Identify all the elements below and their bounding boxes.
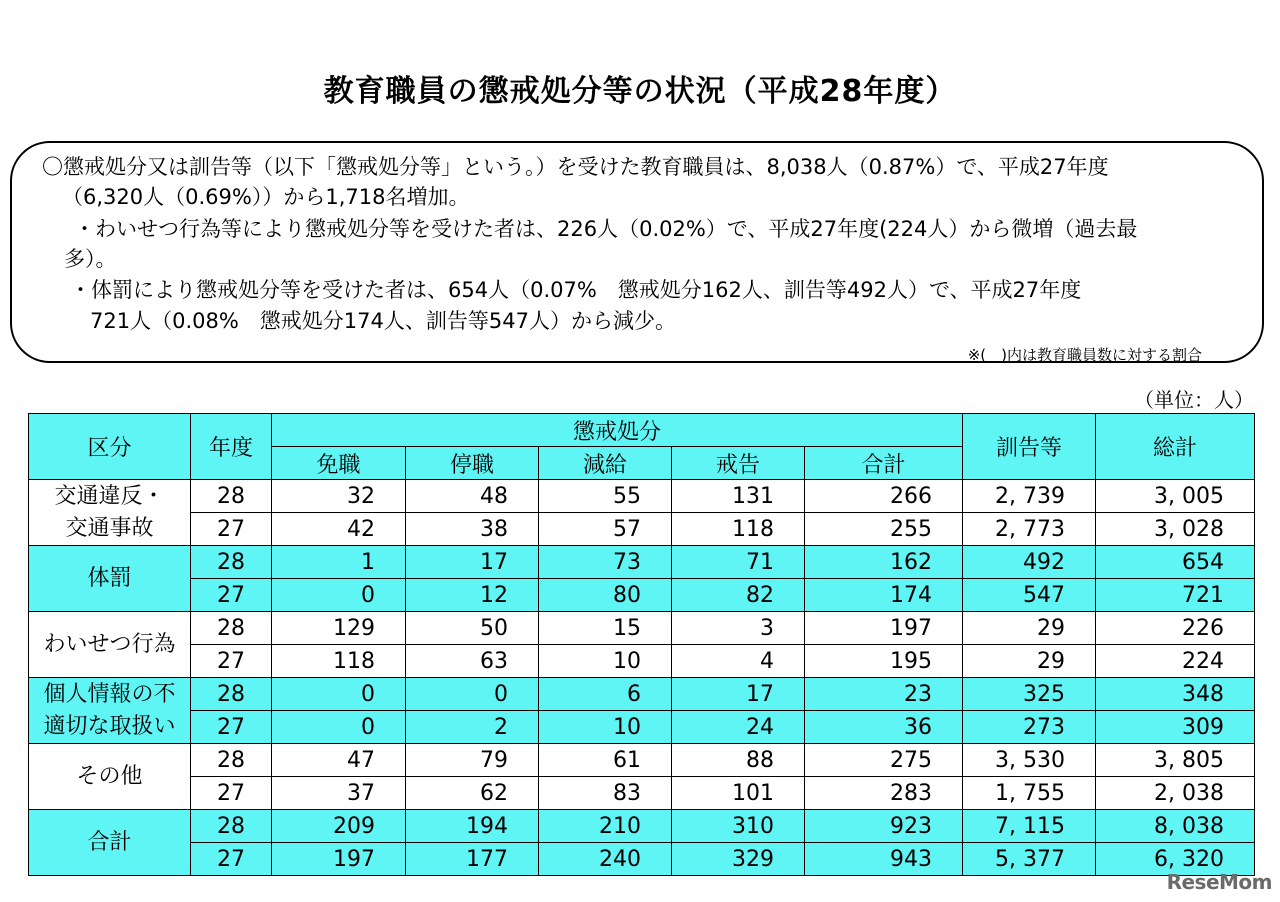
value-cell: 3, 530: [963, 744, 1096, 777]
value-cell: 55: [539, 480, 672, 513]
value-cell: 348: [1096, 678, 1255, 711]
table-row: [29, 711, 1255, 744]
year-cell: 28: [191, 546, 272, 579]
value-cell: 943: [805, 843, 963, 876]
header-year: 年度: [191, 414, 272, 480]
value-cell: 5, 377: [963, 843, 1096, 876]
value-cell: 129: [272, 612, 406, 645]
value-cell: 209: [272, 810, 406, 843]
value-cell: 47: [272, 744, 406, 777]
value-cell: 0: [272, 711, 406, 744]
header-suspension: 停職: [406, 447, 539, 480]
value-cell: 0: [272, 579, 406, 612]
value-cell: 32: [272, 480, 406, 513]
summary-line-4: 多）。: [64, 247, 117, 271]
year-cell: 27: [191, 777, 272, 810]
value-cell: 88: [672, 744, 805, 777]
summary-line-3: ・わいせつ行為等により懲戒処分等を受けた者は、226人（0.02%）で、平成27年度(224人）から微増（過去最: [74, 217, 1138, 241]
value-cell: 118: [672, 513, 805, 546]
value-cell: 83: [539, 777, 672, 810]
value-cell: 23: [805, 678, 963, 711]
value-cell: 6, 320: [1096, 843, 1255, 876]
summary-line-1: 〇懲戒処分又は訓告等（以下「懲戒処分等」という。）を受けた教育職員は、8,038人（0.87%）で、平成27年度: [42, 155, 1109, 179]
value-cell: 73: [539, 546, 672, 579]
discipline-table: [28, 413, 1255, 876]
year-cell: 27: [191, 513, 272, 546]
value-cell: 80: [539, 579, 672, 612]
row-category-label: 合計: [87, 829, 132, 855]
header-dismissal: 免職: [272, 447, 406, 480]
year-cell: 28: [191, 612, 272, 645]
table-row: [29, 513, 1255, 546]
value-cell: 177: [406, 843, 539, 876]
summary-line-5: ・体罰により懲戒処分等を受けた者は、654人（0.07% 懲戒処分162人、訓告等492人）で、平成27年度: [70, 278, 1082, 302]
value-cell: 17: [672, 678, 805, 711]
value-cell: 50: [406, 612, 539, 645]
row-category-cell: [29, 612, 191, 678]
value-cell: 57: [539, 513, 672, 546]
value-cell: 36: [805, 711, 963, 744]
value-cell: 42: [272, 513, 406, 546]
year-cell: 27: [191, 711, 272, 744]
header-reprimand: 戒告: [672, 447, 805, 480]
year-cell: 28: [191, 744, 272, 777]
value-cell: 6: [539, 678, 672, 711]
value-cell: 197: [805, 612, 963, 645]
value-cell: 2, 739: [963, 480, 1096, 513]
value-cell: 329: [672, 843, 805, 876]
row-category-label: 適切な取扱い: [43, 713, 176, 739]
row-category-cell: [29, 480, 191, 546]
row-category-label: わいせつ行為: [43, 631, 176, 657]
value-cell: 2: [406, 711, 539, 744]
value-cell: 923: [805, 810, 963, 843]
value-cell: 325: [963, 678, 1096, 711]
value-cell: 310: [672, 810, 805, 843]
year-cell: 28: [191, 480, 272, 513]
year-cell: 27: [191, 579, 272, 612]
value-cell: 29: [963, 645, 1096, 678]
value-cell: 37: [272, 777, 406, 810]
value-cell: 4: [672, 645, 805, 678]
value-cell: 3: [672, 612, 805, 645]
table-row: [29, 843, 1255, 876]
value-cell: 48: [406, 480, 539, 513]
row-category-cell: [29, 810, 191, 876]
header-pay-cut: 減給: [539, 447, 672, 480]
row-category-label: 交通違反・: [54, 483, 165, 509]
value-cell: 266: [805, 480, 963, 513]
value-cell: 7, 115: [963, 810, 1096, 843]
value-cell: 3, 005: [1096, 480, 1255, 513]
value-cell: 194: [406, 810, 539, 843]
year-cell: 27: [191, 645, 272, 678]
value-cell: 162: [805, 546, 963, 579]
summary-box: [10, 141, 1264, 363]
value-cell: 71: [672, 546, 805, 579]
table-body: [29, 480, 1255, 876]
row-category-label: 交通事故: [65, 515, 154, 541]
row-category-label: その他: [76, 763, 143, 789]
value-cell: 210: [539, 810, 672, 843]
value-cell: 15: [539, 612, 672, 645]
value-cell: 547: [963, 579, 1096, 612]
value-cell: 255: [805, 513, 963, 546]
value-cell: 79: [406, 744, 539, 777]
value-cell: 12: [406, 579, 539, 612]
value-cell: 10: [539, 645, 672, 678]
value-cell: 275: [805, 744, 963, 777]
value-cell: 101: [672, 777, 805, 810]
row-category-label: 体罰: [87, 565, 132, 591]
value-cell: 131: [672, 480, 805, 513]
value-cell: 721: [1096, 579, 1255, 612]
value-cell: 62: [406, 777, 539, 810]
value-cell: 654: [1096, 546, 1255, 579]
table-row: [29, 612, 1255, 645]
summary-line-6: 721人（0.08% 懲戒処分174人、訓告等547人）から減少。: [90, 309, 676, 333]
value-cell: 82: [672, 579, 805, 612]
year-cell: 28: [191, 678, 272, 711]
row-category-cell: [29, 678, 191, 744]
header-category: 区分: [29, 414, 191, 480]
value-cell: 8, 038: [1096, 810, 1255, 843]
value-cell: 283: [805, 777, 963, 810]
table-row: [29, 546, 1255, 579]
header-total: 総計: [1096, 414, 1255, 480]
page-title: 教育職員の懲戒処分等の状況（平成28年度）: [323, 74, 957, 109]
value-cell: 118: [272, 645, 406, 678]
value-cell: 10: [539, 711, 672, 744]
unit-label: （単位：人）: [1134, 388, 1254, 412]
value-cell: 0: [272, 678, 406, 711]
value-cell: 197: [272, 843, 406, 876]
year-cell: 28: [191, 810, 272, 843]
value-cell: 174: [805, 579, 963, 612]
value-cell: 38: [406, 513, 539, 546]
value-cell: 3, 028: [1096, 513, 1255, 546]
value-cell: 492: [963, 546, 1096, 579]
table-row: [29, 810, 1255, 843]
value-cell: 24: [672, 711, 805, 744]
row-category-cell: [29, 546, 191, 612]
value-cell: 29: [963, 612, 1096, 645]
value-cell: 61: [539, 744, 672, 777]
year-cell: 27: [191, 843, 272, 876]
table-row: [29, 744, 1255, 777]
value-cell: 3, 805: [1096, 744, 1255, 777]
value-cell: 309: [1096, 711, 1255, 744]
table-row: [29, 579, 1255, 612]
table-row: [29, 645, 1255, 678]
value-cell: 226: [1096, 612, 1255, 645]
value-cell: 17: [406, 546, 539, 579]
header-admonition: 訓告等: [963, 414, 1096, 480]
footnote: ※( )内は教育職員数に対する割合: [967, 346, 1202, 364]
value-cell: 273: [963, 711, 1096, 744]
header-subtotal: 合計: [805, 447, 963, 480]
value-cell: 195: [805, 645, 963, 678]
value-cell: 63: [406, 645, 539, 678]
summary-line-2: （6,320人（0.69%））から1,718名増加。: [62, 185, 470, 209]
value-cell: 240: [539, 843, 672, 876]
row-category-label: 個人情報の不: [43, 681, 176, 707]
header-discipline: 懲戒処分: [272, 414, 963, 447]
value-cell: 1, 755: [963, 777, 1096, 810]
table-row: [29, 777, 1255, 810]
table-row: [29, 678, 1255, 711]
value-cell: 224: [1096, 645, 1255, 678]
value-cell: 2, 038: [1096, 777, 1255, 810]
row-category-cell: [29, 744, 191, 810]
value-cell: 0: [406, 678, 539, 711]
logo: ReseMom: [1166, 870, 1272, 894]
value-cell: 1: [272, 546, 406, 579]
value-cell: 2, 773: [963, 513, 1096, 546]
table-row: [29, 480, 1255, 513]
